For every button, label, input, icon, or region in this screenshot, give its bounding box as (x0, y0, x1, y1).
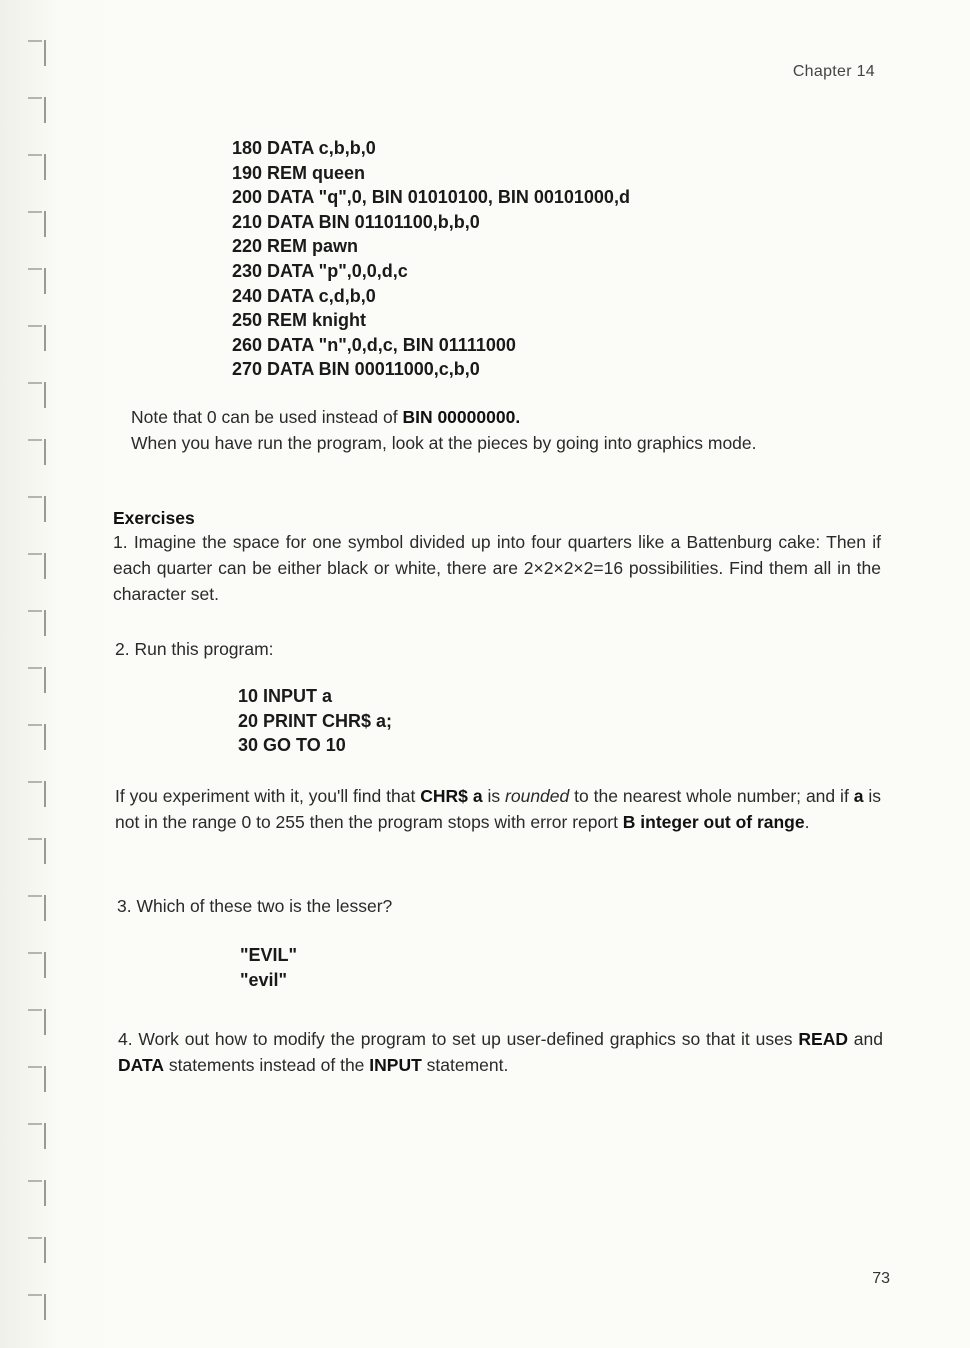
text: is (482, 786, 506, 806)
binding-hole-icon (28, 97, 48, 127)
code-line: 220 REM pawn (232, 236, 359, 257)
text: statements instead of the (164, 1055, 370, 1075)
code-line: 260 DATA "n",0,d,c, BIN 01111000 (232, 334, 516, 355)
note-line-2: When you have run the program, look at the pieces by going into graphics mode. (131, 433, 757, 453)
exercise-1: 1. Imagine the space for one symbol divided up into four quarters like a Battenburg cake: Then if each quarter can be either black or white, there are 2×2×2×2=16 possibilities. Find them all in the character set. (113, 532, 881, 604)
note-text: Note that 0 can be used instead of (131, 407, 403, 427)
binding-hole-icon (28, 952, 48, 982)
code-line: "evil" (240, 969, 288, 990)
binding-hole-icon (28, 838, 48, 868)
binding-hole-icon (28, 1009, 48, 1039)
binding-hole-icon (28, 724, 48, 754)
code-line: 230 DATA "p",0,0,d,c (232, 260, 408, 281)
code-line: "EVIL" (240, 945, 298, 965)
text: . (804, 812, 810, 832)
binding-hole-icon (28, 1066, 48, 1096)
binding-hole-icon (28, 154, 48, 184)
binding-hole-icon (28, 439, 48, 469)
binding-hole-icon (28, 268, 48, 298)
binding-hole-icon (28, 781, 48, 811)
note-line-1 (131, 404, 891, 430)
binding-hole-icon (28, 1294, 48, 1324)
code-line: 20 PRINT CHR$ a; (238, 710, 393, 731)
text: to the nearest whole number; and if (569, 786, 854, 806)
exercise-3-intro: 3. Which of these two is the lesser? (117, 896, 393, 916)
code-line: 240 DATA c,d,b,0 (232, 285, 376, 306)
code-line: 10 INPUT a (238, 686, 333, 706)
note-bin-code: BIN 00000000. (402, 407, 521, 427)
exercises-heading: Exercises (113, 508, 195, 528)
text: and (847, 1029, 884, 1049)
binding-hole-icon (28, 895, 48, 925)
binding-hole-icon (28, 382, 48, 412)
binding-hole-icon (28, 1237, 48, 1267)
exercise-2-text (115, 783, 881, 835)
binding-hole-icon (28, 553, 48, 583)
binding-hole-icon (28, 1180, 48, 1210)
note-paragraph (131, 404, 891, 456)
emphasis-rounded: rounded (505, 786, 570, 806)
binding-hole-icon (28, 610, 48, 640)
var-a: a (853, 786, 864, 806)
exercise-2-intro: 2. Run this program: (115, 639, 274, 659)
binding-hole-icon (28, 325, 48, 355)
code-listing-1 (232, 136, 630, 382)
binding-hole-icon (28, 211, 48, 241)
chapter-header: Chapter 14 (792, 63, 875, 80)
binding-hole-icon (28, 667, 48, 697)
spiral-binding (28, 40, 58, 1330)
data-keyword: DATA (118, 1055, 165, 1075)
code-line: 180 DATA c,b,b,0 (232, 138, 376, 158)
input-keyword: INPUT (369, 1055, 422, 1075)
binding-hole-icon (28, 1123, 48, 1153)
error-report: B integer out of range (622, 812, 805, 832)
code-line: 210 DATA BIN 01101100,b,b,0 (232, 211, 480, 232)
code-line: 200 DATA "q",0, BIN 01010100, BIN 00101000,d (232, 187, 630, 208)
binding-hole-icon (28, 496, 48, 526)
code-listing-3 (240, 943, 297, 992)
text: If you experiment with it, you'll find that (115, 786, 421, 806)
code-line: 190 REM queen (232, 162, 366, 183)
text: is not in the range 0 to 255 then the program stops with error report (115, 786, 882, 832)
exercise-4 (118, 1026, 883, 1078)
read-keyword: READ (798, 1029, 848, 1049)
code-line: 250 REM knight (232, 310, 367, 331)
code-line: 30 GO TO 10 (238, 735, 346, 756)
code-listing-2 (238, 684, 392, 758)
chr-code: CHR$ a (420, 786, 483, 806)
code-line: 270 DATA BIN 00011000,c,b,0 (232, 359, 480, 380)
page-number: 73 (872, 1270, 890, 1287)
binding-hole-icon (28, 40, 48, 70)
text: 4. Work out how to modify the program to set up user-defined graphics so that it uses (118, 1029, 799, 1049)
text: statement. (421, 1055, 509, 1075)
